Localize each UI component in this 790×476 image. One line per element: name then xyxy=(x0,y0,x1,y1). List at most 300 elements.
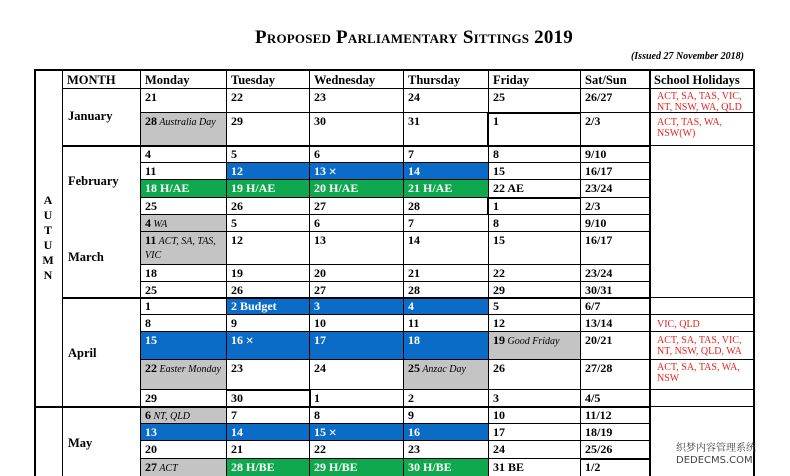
day-number: 19 H/AE xyxy=(231,181,276,195)
day-note: Australia Day xyxy=(157,117,216,128)
day-number: 29 xyxy=(493,283,505,297)
school-holidays-apr-3 xyxy=(657,362,740,384)
day-cell-satsun xyxy=(580,314,649,331)
day-cell-thursday xyxy=(403,406,488,423)
cross-icon: ✕ xyxy=(326,167,337,178)
day-cell-tuesday xyxy=(226,88,309,112)
day-number: 26 xyxy=(231,199,243,213)
day-number: 27 xyxy=(145,460,157,474)
day-cell-friday xyxy=(488,331,580,359)
day-number: 9 xyxy=(231,316,237,330)
month-march: March xyxy=(68,250,104,264)
day-number: 10 xyxy=(314,316,326,330)
season-letter: U xyxy=(43,238,53,252)
day-number: 18 xyxy=(408,333,420,347)
cross-icon: ✕ xyxy=(326,428,337,439)
day-number: 29 xyxy=(145,391,157,405)
day-number: 31 xyxy=(408,114,420,128)
day-number: 11 xyxy=(145,164,157,178)
day-cell-wednesday xyxy=(309,112,403,145)
day-number: 26/27 xyxy=(585,90,613,104)
day-cell-friday xyxy=(488,440,580,458)
day-cell-thursday xyxy=(403,197,488,214)
cross-icon: ✕ xyxy=(243,336,254,347)
day-cell-wednesday xyxy=(309,197,403,214)
column-header-wednesday: Wednesday xyxy=(314,73,376,87)
day-cell-thursday xyxy=(403,331,488,359)
day-cell-friday xyxy=(488,314,580,331)
table-rule xyxy=(753,69,755,476)
day-number: 4 xyxy=(408,299,414,313)
table-rule xyxy=(487,197,581,199)
table-rule xyxy=(34,69,754,71)
holiday-line: NSW(W) xyxy=(657,128,696,139)
column-header-schoolholidays: School Holidays xyxy=(654,73,740,87)
day-number: 5 xyxy=(493,299,499,313)
day-number: 2 xyxy=(408,391,414,405)
day-number: 23 xyxy=(314,90,326,104)
day-number: 21 H/AE xyxy=(408,181,453,195)
day-cell-thursday xyxy=(403,359,488,389)
day-number: 15 xyxy=(145,333,157,347)
day-number: 16/17 xyxy=(585,233,613,247)
day-note: ACT, SA, TAS, VIC xyxy=(145,236,216,261)
table-rule xyxy=(649,359,754,360)
day-number: 21 xyxy=(408,266,420,280)
day-number: 16 xyxy=(231,333,243,347)
table-rule xyxy=(403,70,404,476)
day-cell-tuesday xyxy=(226,297,309,314)
day-number: 27 xyxy=(314,283,326,297)
day-cell-tuesday xyxy=(226,179,309,197)
day-cell-friday xyxy=(488,359,580,389)
day-number: 12 xyxy=(493,316,505,330)
day-number: 22 xyxy=(145,361,157,375)
table-rule xyxy=(649,145,754,146)
day-cell-thursday xyxy=(403,112,488,145)
day-number: 20/21 xyxy=(585,333,613,347)
day-cell-monday xyxy=(140,314,226,331)
column-header-satsun: Sat/Sun xyxy=(585,73,627,87)
table-rule xyxy=(649,297,754,298)
day-cell-wednesday xyxy=(309,458,403,476)
day-number: 15 xyxy=(314,425,326,439)
day-number: 23 xyxy=(408,442,420,456)
table-rule xyxy=(140,331,650,332)
day-cell-satsun xyxy=(580,112,649,145)
table-rule xyxy=(580,458,650,460)
day-cell-friday xyxy=(488,112,580,145)
day-number: 29 H/BE xyxy=(314,460,358,474)
day-number: 1/2 xyxy=(585,460,601,474)
day-number: 8 xyxy=(493,147,499,161)
day-cell-monday xyxy=(140,145,226,162)
day-cell-thursday xyxy=(403,179,488,197)
holiday-line: ACT, SA, TAS, WA, xyxy=(657,362,740,373)
day-number: 6 xyxy=(314,147,320,161)
day-number: 28 xyxy=(408,199,420,213)
day-number: 11 xyxy=(408,316,420,330)
holiday-line: ACT, SA, TAS, VIC, xyxy=(657,91,742,102)
day-number: 20 xyxy=(314,266,326,280)
table-rule xyxy=(487,197,489,214)
day-cell-thursday xyxy=(403,458,488,476)
school-holidays-apr-2 xyxy=(657,335,742,357)
day-cell-monday xyxy=(140,88,226,112)
day-cell-satsun xyxy=(580,197,649,214)
day-number: 25 xyxy=(408,361,420,375)
day-number: 2/3 xyxy=(585,114,601,128)
season-letter: U xyxy=(43,208,53,222)
table-rule xyxy=(649,314,754,315)
day-number: 11 xyxy=(145,233,157,247)
holiday-line: VIC, QLD xyxy=(657,319,700,330)
day-number: 6 xyxy=(314,216,320,230)
day-number: 1 xyxy=(314,391,320,405)
day-number: 3 xyxy=(493,391,499,405)
day-cell-satsun xyxy=(580,162,649,179)
day-cell-friday xyxy=(488,197,580,214)
day-note: NT, QLD xyxy=(151,411,190,422)
issued-date: (Issued 27 November 2018) xyxy=(630,51,744,62)
day-cell-monday xyxy=(140,359,226,389)
day-number: 12 xyxy=(231,164,243,178)
table-rule xyxy=(649,406,754,407)
day-number: 8 xyxy=(145,316,151,330)
day-cell-thursday xyxy=(403,214,488,231)
season-letter: N xyxy=(43,268,53,282)
day-number: 7 xyxy=(231,408,237,422)
day-number: 11/12 xyxy=(585,408,612,422)
table-rule xyxy=(140,423,650,424)
day-number: 28 xyxy=(408,283,420,297)
table-rule xyxy=(226,389,310,391)
day-cell-monday xyxy=(140,458,226,476)
day-cell-monday xyxy=(140,179,226,197)
column-header-month: MONTH xyxy=(67,73,116,87)
table-rule xyxy=(140,440,650,441)
day-cell-wednesday xyxy=(309,359,403,389)
day-number: 1 xyxy=(145,299,151,313)
holiday-line: ACT, TAS, WA, xyxy=(657,117,723,128)
table-rule xyxy=(140,214,650,215)
day-cell-wednesday xyxy=(309,281,403,297)
day-cell-monday xyxy=(140,281,226,297)
day-cell-satsun xyxy=(580,281,649,297)
day-number: 17 xyxy=(493,425,505,439)
day-cell-thursday xyxy=(403,297,488,314)
day-number: 18 H/AE xyxy=(145,181,190,195)
day-number: 31 BE xyxy=(493,460,525,474)
day-number: 13/14 xyxy=(585,316,613,330)
day-cell-tuesday xyxy=(226,458,309,476)
day-cell-friday xyxy=(488,162,580,179)
table-rule xyxy=(140,314,650,315)
day-number: 13 xyxy=(314,233,326,247)
day-cell-wednesday xyxy=(309,214,403,231)
day-cell-friday xyxy=(488,458,580,476)
day-cell-tuesday xyxy=(226,440,309,458)
day-cell-friday xyxy=(488,214,580,231)
day-number: 13 xyxy=(145,425,157,439)
day-number: 22 xyxy=(493,266,505,280)
day-number: 25 xyxy=(493,90,505,104)
day-cell-tuesday xyxy=(226,112,309,145)
day-number: 25 xyxy=(145,283,157,297)
day-cell-monday xyxy=(140,331,226,359)
day-number: 23 xyxy=(231,361,243,375)
day-number: 24 xyxy=(314,361,326,375)
table-rule xyxy=(140,264,650,265)
table-rule xyxy=(309,389,311,406)
day-cell-satsun xyxy=(580,331,649,359)
day-number: 9/10 xyxy=(585,216,607,230)
day-cell-monday xyxy=(140,297,226,314)
table-rule xyxy=(140,70,141,476)
day-number: 29 xyxy=(231,114,243,128)
day-number: 24 xyxy=(408,90,420,104)
day-cell-satsun xyxy=(580,264,649,281)
day-number: 20 H/AE xyxy=(314,181,359,195)
day-cell-monday xyxy=(140,406,226,423)
day-number: 19 xyxy=(231,266,243,280)
column-header-monday: Monday xyxy=(145,73,190,87)
day-cell-tuesday xyxy=(226,359,309,389)
holiday-line: NT, NSW, WA, QLD xyxy=(657,102,742,113)
day-cell-tuesday xyxy=(226,331,309,359)
day-number: 17 xyxy=(314,333,326,347)
day-cell-friday xyxy=(488,389,580,406)
holiday-line: ACT, SA, TAS, VIC, xyxy=(657,335,742,346)
day-cell-wednesday xyxy=(309,440,403,458)
day-cell-wednesday xyxy=(309,145,403,162)
day-number: 14 xyxy=(408,164,420,178)
day-cell-satsun xyxy=(580,231,649,264)
day-number: 14 xyxy=(231,425,243,439)
watermark-line: DEDECMS.COM xyxy=(676,455,753,466)
day-cell-friday xyxy=(488,231,580,264)
day-number: 18 xyxy=(145,266,157,280)
day-number: 5 xyxy=(231,147,237,161)
day-cell-monday xyxy=(140,231,226,264)
day-number: 9 xyxy=(408,408,414,422)
table-rule xyxy=(140,359,650,360)
day-number: 22 AE xyxy=(493,181,525,195)
month-february: February xyxy=(68,174,119,188)
school-holidays-jan-2 xyxy=(657,117,722,139)
day-number: 18/19 xyxy=(585,425,613,439)
day-cell-thursday xyxy=(403,264,488,281)
day-cell-wednesday xyxy=(309,314,403,331)
day-number: 6/7 xyxy=(585,299,601,313)
day-note: WA xyxy=(151,219,168,230)
day-cell-friday xyxy=(488,406,580,423)
day-cell-thursday xyxy=(403,231,488,264)
day-cell-satsun xyxy=(580,440,649,458)
day-number: 28 xyxy=(145,114,157,128)
day-number: 1 xyxy=(493,114,499,128)
table-rule xyxy=(34,69,36,476)
day-number: 30/31 xyxy=(585,283,613,297)
day-number: 4/5 xyxy=(585,391,601,405)
season-label xyxy=(42,193,54,283)
day-cell-satsun xyxy=(580,359,649,389)
day-cell-monday xyxy=(140,389,226,406)
column-header-friday: Friday xyxy=(493,73,530,87)
day-note: Good Friday xyxy=(505,336,560,347)
day-cell-wednesday xyxy=(309,162,403,179)
school-holidays-jan-1 xyxy=(657,91,742,113)
table-rule xyxy=(226,70,227,476)
table-rule xyxy=(580,70,581,476)
day-number: 8 xyxy=(493,216,499,230)
day-number: 28 H/BE xyxy=(231,460,275,474)
day-number: 4 xyxy=(145,147,151,161)
day-cell-wednesday xyxy=(309,331,403,359)
table-rule xyxy=(649,331,754,332)
column-header-thursday: Thursday xyxy=(408,73,461,87)
day-cell-satsun xyxy=(580,406,649,423)
day-number: 6 xyxy=(145,408,151,422)
day-cell-tuesday xyxy=(226,406,309,423)
day-cell-tuesday xyxy=(226,197,309,214)
day-number: 7 xyxy=(408,216,414,230)
day-cell-satsun xyxy=(580,214,649,231)
month-april: April xyxy=(68,346,97,360)
day-cell-friday xyxy=(488,145,580,162)
day-cell-tuesday xyxy=(226,389,309,406)
season-letter: T xyxy=(43,223,52,237)
holiday-line: NT, NSW, QLD, WA xyxy=(657,346,742,357)
day-cell-satsun xyxy=(580,458,649,476)
day-cell-monday xyxy=(140,423,226,440)
day-number: 16 xyxy=(408,425,420,439)
school-holidays-apr-1 xyxy=(657,319,700,330)
day-cell-wednesday xyxy=(309,406,403,423)
day-cell-friday xyxy=(488,179,580,197)
table-rule xyxy=(62,145,650,147)
page-title: Proposed Parliamentary Sittings 2019 xyxy=(255,27,573,48)
day-cell-friday xyxy=(488,88,580,112)
watermark-line: 织梦内容管理系统 xyxy=(676,443,756,454)
day-number: 26 xyxy=(231,283,243,297)
season-letter: M xyxy=(42,253,54,267)
day-note: Anzac Day xyxy=(420,364,466,375)
day-cell-tuesday xyxy=(226,214,309,231)
day-number: 1 xyxy=(493,199,499,213)
day-cell-satsun xyxy=(580,423,649,440)
month-january: January xyxy=(68,109,113,123)
day-cell-wednesday xyxy=(309,264,403,281)
day-cell-tuesday xyxy=(226,145,309,162)
table-rule xyxy=(62,406,650,408)
day-cell-monday xyxy=(140,214,226,231)
day-cell-tuesday xyxy=(226,162,309,179)
day-cell-satsun xyxy=(580,145,649,162)
day-note: ACT xyxy=(157,463,178,474)
day-number: 23/24 xyxy=(585,181,613,195)
table-rule xyxy=(649,389,754,390)
day-cell-thursday xyxy=(403,440,488,458)
day-number: 19 xyxy=(493,333,505,347)
day-number: 25/26 xyxy=(585,442,613,456)
day-number: 22 xyxy=(314,442,326,456)
day-cell-friday xyxy=(488,281,580,297)
day-cell-friday xyxy=(488,423,580,440)
day-number: 4 xyxy=(145,216,151,230)
day-number: 25 xyxy=(145,199,157,213)
month-may: May xyxy=(68,436,93,450)
day-number: 20 xyxy=(145,442,157,456)
day-number: 9/10 xyxy=(585,147,607,161)
day-cell-wednesday xyxy=(309,389,403,406)
table-rule xyxy=(487,112,581,114)
day-number: 2/3 xyxy=(585,199,601,213)
day-number: 8 xyxy=(314,408,320,422)
day-cell-wednesday xyxy=(309,423,403,440)
table-rule xyxy=(34,406,63,408)
day-cell-wednesday xyxy=(309,231,403,264)
day-cell-tuesday xyxy=(226,314,309,331)
day-cell-thursday xyxy=(403,423,488,440)
day-number: 22 xyxy=(231,90,243,104)
day-number: 27/28 xyxy=(585,361,613,375)
day-number: 2 Budget xyxy=(231,299,277,313)
day-number: 30 xyxy=(314,114,326,128)
day-number: 30 H/BE xyxy=(408,460,452,474)
day-cell-tuesday xyxy=(226,281,309,297)
day-cell-tuesday xyxy=(226,231,309,264)
day-number: 7 xyxy=(408,147,414,161)
season-letter: A xyxy=(43,193,53,207)
table-rule xyxy=(140,389,650,390)
table-rule xyxy=(140,281,650,282)
day-number: 16/17 xyxy=(585,164,613,178)
table-rule xyxy=(649,69,651,476)
day-cell-thursday xyxy=(403,145,488,162)
day-number: 3 xyxy=(314,299,320,313)
day-note: Easter Monday xyxy=(157,364,221,375)
day-cell-wednesday xyxy=(309,88,403,112)
day-cell-thursday xyxy=(403,162,488,179)
day-cell-thursday xyxy=(403,389,488,406)
table-rule xyxy=(140,162,650,163)
watermark xyxy=(676,443,756,467)
day-number: 12 xyxy=(231,233,243,247)
day-number: 13 xyxy=(314,164,326,178)
day-cell-satsun xyxy=(580,389,649,406)
holiday-line: NSW xyxy=(657,373,680,384)
table-rule xyxy=(309,70,310,476)
column-header-tuesday: Tuesday xyxy=(231,73,276,87)
day-cell-satsun xyxy=(580,297,649,314)
day-cell-thursday xyxy=(403,314,488,331)
day-cell-tuesday xyxy=(226,264,309,281)
table-rule xyxy=(140,231,650,232)
day-cell-monday xyxy=(140,264,226,281)
day-number: 21 xyxy=(145,90,157,104)
day-number: 30 xyxy=(231,391,243,405)
day-cell-thursday xyxy=(403,281,488,297)
table-rule xyxy=(62,297,650,299)
day-number: 15 xyxy=(493,233,505,247)
day-number: 23/24 xyxy=(585,266,613,280)
day-cell-monday xyxy=(140,162,226,179)
day-number: 14 xyxy=(408,233,420,247)
day-cell-monday xyxy=(140,197,226,214)
table-rule xyxy=(487,112,489,145)
day-number: 10 xyxy=(493,408,505,422)
